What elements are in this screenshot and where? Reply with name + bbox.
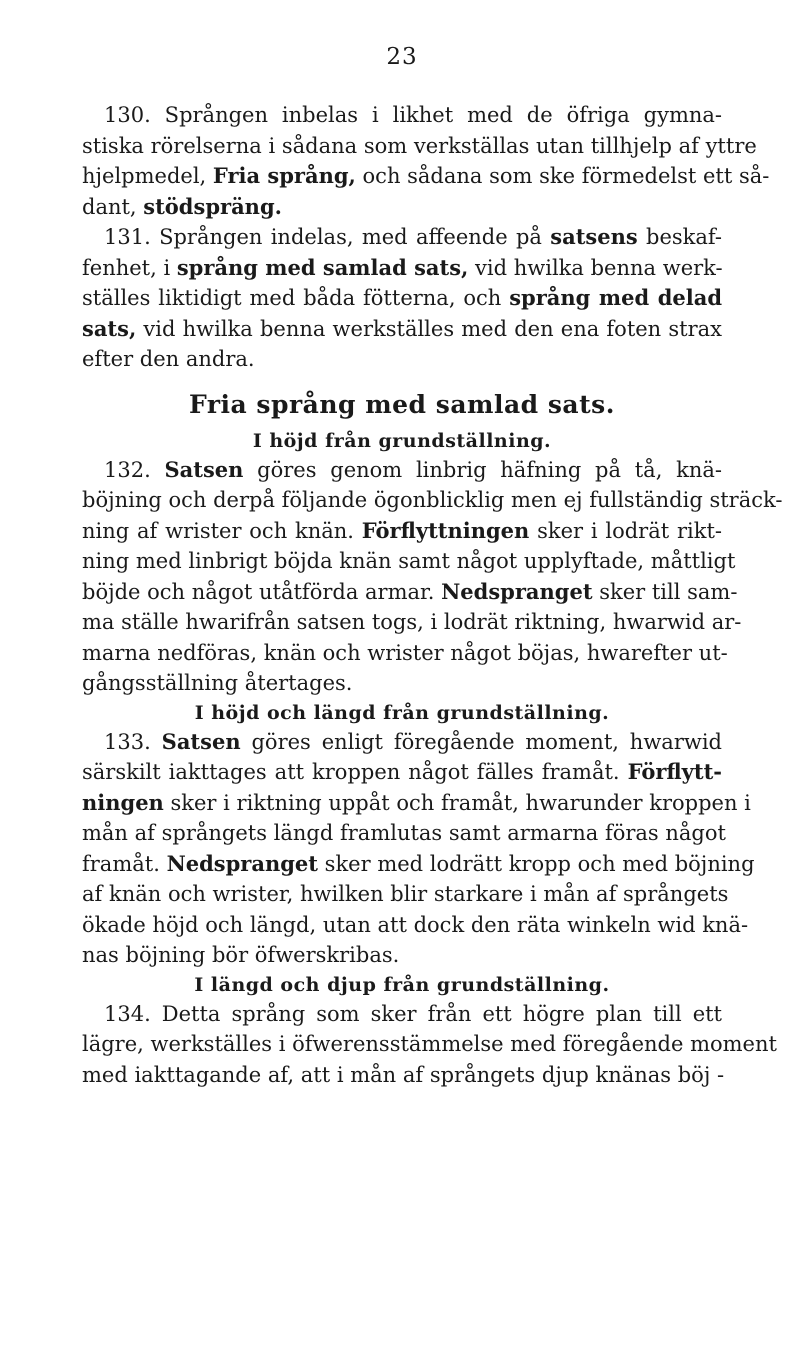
- text-line: ningen sker i riktning uppåt och framåt, hwarunder kroppen i: [82, 789, 751, 815]
- page-number: 23: [386, 44, 418, 70]
- paragraph-131: [82, 222, 722, 375]
- bold-term: Satsen: [161, 728, 241, 754]
- bold-term: Förflyttningen: [361, 517, 530, 543]
- text-line: 130. Sprången inbelas i likhet med de öfriga gymna-: [104, 103, 722, 127]
- text-line: stiska rörelserna i sådana som verkställas utan tillhjelp af yttre: [82, 133, 757, 158]
- book-page: [82, 44, 783, 1090]
- paragraph-133: [82, 727, 755, 971]
- text-line: ökade höjd och längd, utan att dock den räta winkeln wid knä-: [82, 912, 749, 937]
- text-line: ställes liktidigt med båda fötterna, och språng med delad: [82, 285, 723, 310]
- text-line: med iakttagande af, att i mån af språngets djup knänas böj -: [82, 1062, 725, 1087]
- section-heading: Fria språng med samlad sats.: [189, 389, 615, 419]
- text-line: särskilt iakttages att kroppen något fälles framåt. Förflytt-: [82, 759, 722, 784]
- text-line: ma ställe hwarifrån satsen togs, i lodrät riktning, hwarwid ar-: [82, 610, 742, 634]
- text-line: marna nedföras, knän och wrister något böjas, hwarefter ut-: [82, 640, 728, 665]
- text-line: ning med linbrigt böjda knän samt något upplyftade, måttligt: [82, 549, 736, 573]
- bold-term: Förflytt-: [627, 759, 722, 784]
- text-line: framåt. Nedspranget sker med lodrätt kropp och med böjning: [82, 850, 755, 876]
- text-line: af knän och wrister, hwilken blir starkare i mån af språngets: [82, 882, 729, 906]
- text-line: 133. Satsen göres enligt föregående moment, hwarwid: [104, 728, 723, 754]
- bold-term: stödspräng.: [143, 193, 282, 219]
- text-line: böjning och derpå följande ögonblicklig men ej fullständig sträck-: [82, 488, 783, 512]
- text-line: lägre, werkställes i öfwerensstämmelse med föregående moment: [82, 1032, 777, 1056]
- subheading-height: I höjd från grundställning.: [252, 429, 552, 452]
- text-line: 134. Detta språng som sker från ett högre plan till ett: [104, 1001, 722, 1026]
- text-line: gångsställning återtages.: [82, 671, 353, 695]
- bold-term: Satsen: [164, 456, 244, 482]
- text-line: 131. Sprången indelas, med affeende på satsens beskaf-: [104, 224, 723, 249]
- text-line: nas böjning bör öfwerskribas.: [82, 943, 400, 967]
- text-line: fenhet, i språng med samlad sats, vid hwilka benna werk-: [82, 254, 723, 280]
- bold-term: satsens: [550, 224, 638, 249]
- paragraph-132: [82, 455, 783, 699]
- bold-term: sats,: [82, 315, 137, 341]
- text-line: efter den andra.: [82, 347, 255, 371]
- text-line: ning af wrister och knän. Förflyttningen sker i lodrät rikt-: [82, 517, 722, 543]
- text-line: dant, stödspräng.: [82, 193, 282, 219]
- bold-term: Fria språng,: [212, 163, 356, 188]
- bold-term: språng med samlad sats,: [176, 254, 469, 280]
- paragraph-130: [82, 100, 770, 222]
- subheading-height-length: I höjd och längd från grundställning.: [194, 701, 610, 724]
- subheading-length-depth: I längd och djup från grundställning.: [194, 973, 610, 996]
- bold-term: Nedspranget: [441, 578, 593, 604]
- paragraph-134: [82, 999, 777, 1091]
- bold-term: språng med delad: [509, 285, 723, 310]
- text-line: mån af språngets längd framlutas samt armarna föras något: [82, 821, 726, 845]
- text-line: 132. Satsen göres genom linbrig häfning på tå, knä-: [104, 456, 722, 482]
- text-line: hjelpmedel, Fria språng, och sådana som ske förmedelst ett så-: [82, 163, 770, 188]
- bold-term: Nedspranget: [166, 850, 318, 876]
- text-line: böjde och något utåtförda armar. Nedspranget sker till sam-: [82, 578, 738, 604]
- text-line: sats, vid hwilka benna werkställes med den ena foten strax: [82, 315, 722, 341]
- bold-term: ningen: [82, 789, 164, 815]
